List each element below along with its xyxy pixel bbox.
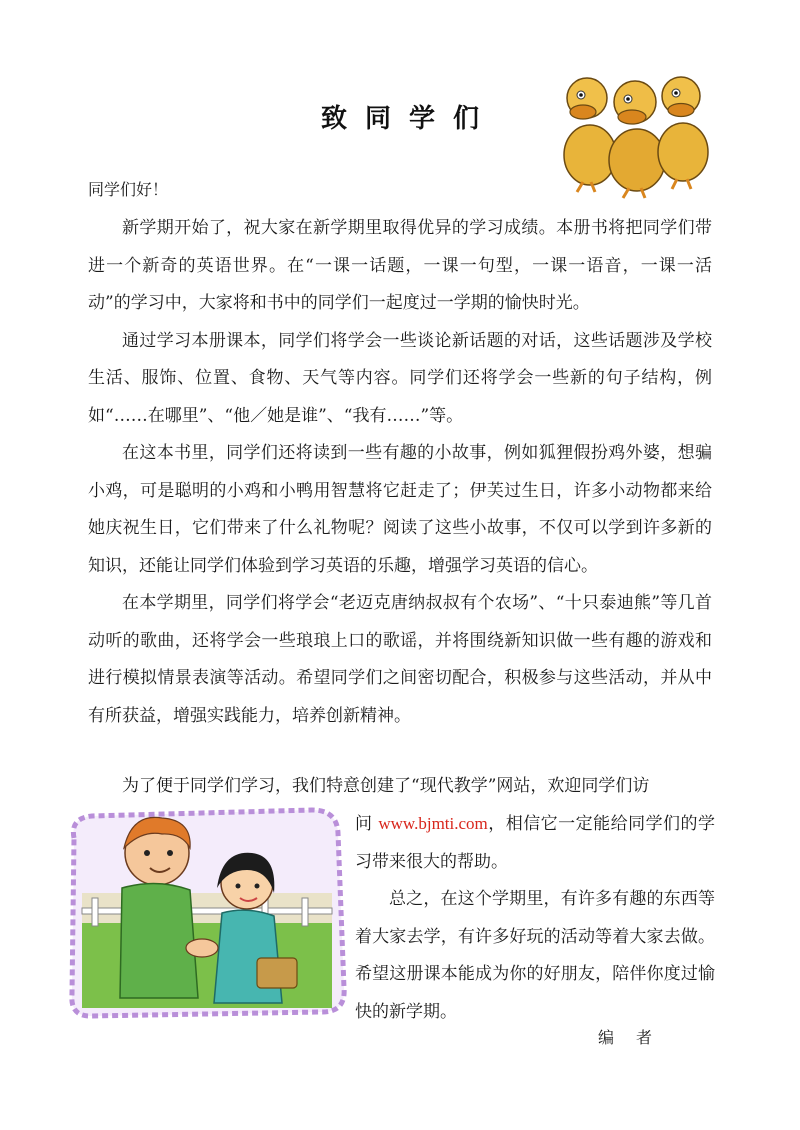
paragraph-topics: 通过学习本册课本，同学们将学会一些谈论新话题的对话，这些话题涉及学校生活、服饰、位置、食物、天气等内容。同学们还将学会一些新的句子结构，例如“……在哪里”、“他／她是谁”、“我有……”等。	[88, 330, 712, 426]
closing-paragraph: 总之，在这个学期里，有许多有趣的东西等着大家去学，有许多好玩的活动等着大家去做。希望这册课本能成为你的好朋友，陪伴你度过愉快的新学期。	[355, 889, 715, 1022]
duck-middle	[609, 81, 665, 198]
ducks-illustration	[555, 60, 715, 200]
website-suffix: ，相信它一定能给同学们的学习带来很大的帮助。	[355, 814, 716, 872]
paragraph-intro: 新学期开始了，祝大家在新学期里取得优异的学习成绩。本册书将把同学们带进一个新奇的英语世界。在“一课一话题，一课一句型，一课一语音，一课一活动”的学习中，大家将和书中的同学们一起度过一学期的愉快时光。	[88, 218, 712, 313]
duck-left	[564, 78, 616, 192]
kids-illustration	[62, 798, 352, 1023]
duck-right	[658, 77, 708, 189]
paragraph-songs: 在本学期里，同学们将学会“老迈克唐纳叔叔有个农场”、“十只泰迪熊”等几首动听的歌曲，还将学会一些琅琅上口的歌谣，并将围绕新知识做一些有趣的游戏和进行模拟情景表演等活动。希望同学们之间密切配合，积极参与这些活动，并从中有所获益，增强实践能力，培养创新精神。	[88, 593, 712, 726]
greeting: 同学们好！	[88, 180, 169, 199]
signature: 编者	[598, 1028, 675, 1047]
website-link[interactable]: www.bjmti.com	[378, 814, 488, 833]
website-paragraph-line1: 为了便于同学们学习，我们特意创建了“现代教学”网站，欢迎同学们访	[122, 776, 650, 796]
boy-figure	[120, 817, 198, 998]
website-prefix: 问	[355, 814, 379, 834]
body-text	[88, 210, 712, 735]
paragraph-stories: 在这本书里，同学们还将读到一些有趣的小故事，例如狐狸假扮鸡外婆，想骗小鸡，可是聪明的小鸡和小鸭用智慧将它赶走了；伊芙过生日，许多小动物都来给她庆祝生日，它们带来了什么礼物呢？阅读了这些小故事，不仅可以学到许多新的知识，还能让同学们体验到学习英语的乐趣，增强学习英语的信心。	[88, 443, 712, 576]
handshake	[186, 939, 218, 957]
website-paragraph-line2	[355, 805, 715, 881]
page-title: 致同学们	[320, 104, 497, 134]
right-column-text	[355, 805, 715, 1031]
